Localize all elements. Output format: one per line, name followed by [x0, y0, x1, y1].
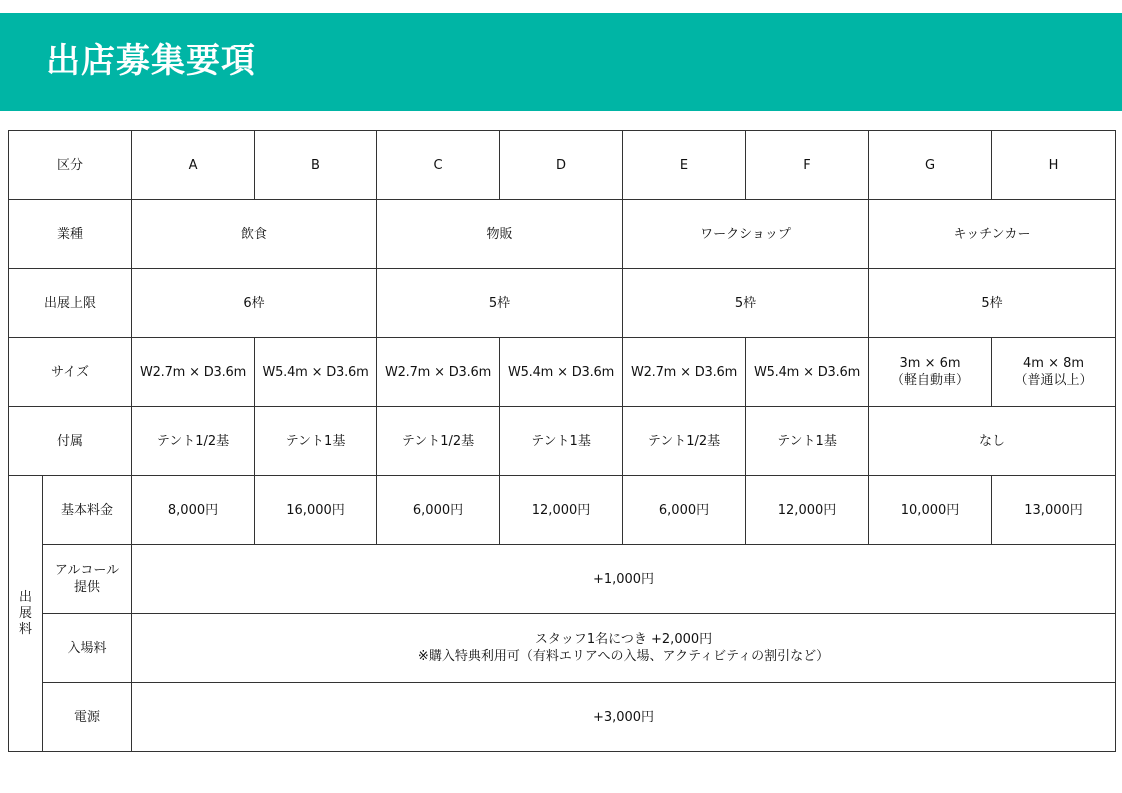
category-b: B: [255, 131, 377, 200]
label-size: サイズ: [9, 338, 132, 407]
industry-goods: 物販: [377, 200, 623, 269]
category-a: A: [132, 131, 255, 200]
size-h-note: （普通以上）: [1014, 373, 1093, 388]
base-fee-f: 12,000円: [746, 476, 869, 545]
included-c: テント1/2基: [377, 407, 500, 476]
base-fee-a: 8,000円: [132, 476, 255, 545]
label-included: 付属: [9, 407, 132, 476]
industry-workshop: ワークショップ: [623, 200, 869, 269]
category-c: C: [377, 131, 500, 200]
label-admission: 入場料: [43, 614, 132, 683]
power-fee: +3,000円: [132, 683, 1116, 752]
industry-food: 飲食: [132, 200, 377, 269]
limit-goods: 5枠: [377, 269, 623, 338]
included-f: テント1基: [746, 407, 869, 476]
included-gh: なし: [869, 407, 1116, 476]
row-alcohol: [9, 545, 1116, 614]
label-category: 区分: [9, 131, 132, 200]
base-fee-g: 10,000円: [869, 476, 992, 545]
size-h: [992, 338, 1116, 407]
category-e: E: [623, 131, 746, 200]
label-limit: 出展上限: [9, 269, 132, 338]
base-fee-d: 12,000円: [500, 476, 623, 545]
label-alcohol-line2: 提供: [74, 580, 101, 595]
base-fee-c: 6,000円: [377, 476, 500, 545]
included-e: テント1/2基: [623, 407, 746, 476]
category-g: G: [869, 131, 992, 200]
included-d: テント1基: [500, 407, 623, 476]
size-g-note: （軽自動車）: [891, 373, 970, 388]
alcohol-fee: +1,000円: [132, 545, 1116, 614]
base-fee-e: 6,000円: [623, 476, 746, 545]
base-fee-h: 13,000円: [992, 476, 1116, 545]
row-category: [9, 131, 1116, 200]
category-f: F: [746, 131, 869, 200]
size-g: [869, 338, 992, 407]
admission-fee: [132, 614, 1116, 683]
fee-group-char-2: 料: [18, 621, 32, 637]
category-d: D: [500, 131, 623, 200]
fee-group-char-0: 出: [18, 589, 32, 605]
size-g-dimensions: 3m × 6m: [899, 356, 961, 371]
fee-group-char-1: 展: [18, 605, 32, 621]
admission-fee-main: スタッフ1名につき +2,000円: [534, 632, 713, 647]
label-base-fee: 基本料金: [43, 476, 132, 545]
label-fee-group: [9, 476, 43, 752]
row-power: [9, 683, 1116, 752]
title-banner: [0, 13, 1122, 111]
included-b: テント1基: [255, 407, 377, 476]
admission-fee-note: ※購入特典利用可（有料エリアへの入場、アクティビティの割引など）: [417, 649, 830, 664]
size-h-dimensions: 4m × 8m: [1023, 356, 1085, 371]
size-e: W2.7m × D3.6m: [623, 338, 746, 407]
label-power: 電源: [43, 683, 132, 752]
size-a: W2.7m × D3.6m: [132, 338, 255, 407]
limit-food: 6枠: [132, 269, 377, 338]
base-fee-b: 16,000円: [255, 476, 377, 545]
row-size: [9, 338, 1116, 407]
size-c: W2.7m × D3.6m: [377, 338, 500, 407]
category-h: H: [992, 131, 1116, 200]
limit-workshop: 5枠: [623, 269, 869, 338]
size-d: W5.4m × D3.6m: [500, 338, 623, 407]
size-f: W5.4m × D3.6m: [746, 338, 869, 407]
page-title: 出店募集要項: [46, 41, 256, 81]
row-limit: [9, 269, 1116, 338]
label-industry: 業種: [9, 200, 132, 269]
recruitment-table: [8, 130, 1116, 752]
label-alcohol-line1: アルコール: [54, 563, 120, 578]
row-included: [9, 407, 1116, 476]
limit-kitchen-car: 5枠: [869, 269, 1116, 338]
row-admission: [9, 614, 1116, 683]
industry-kitchen-car: キッチンカー: [869, 200, 1116, 269]
row-base-fee: [9, 476, 1116, 545]
size-b: W5.4m × D3.6m: [255, 338, 377, 407]
label-alcohol: [43, 545, 132, 614]
row-industry: [9, 200, 1116, 269]
included-a: テント1/2基: [132, 407, 255, 476]
